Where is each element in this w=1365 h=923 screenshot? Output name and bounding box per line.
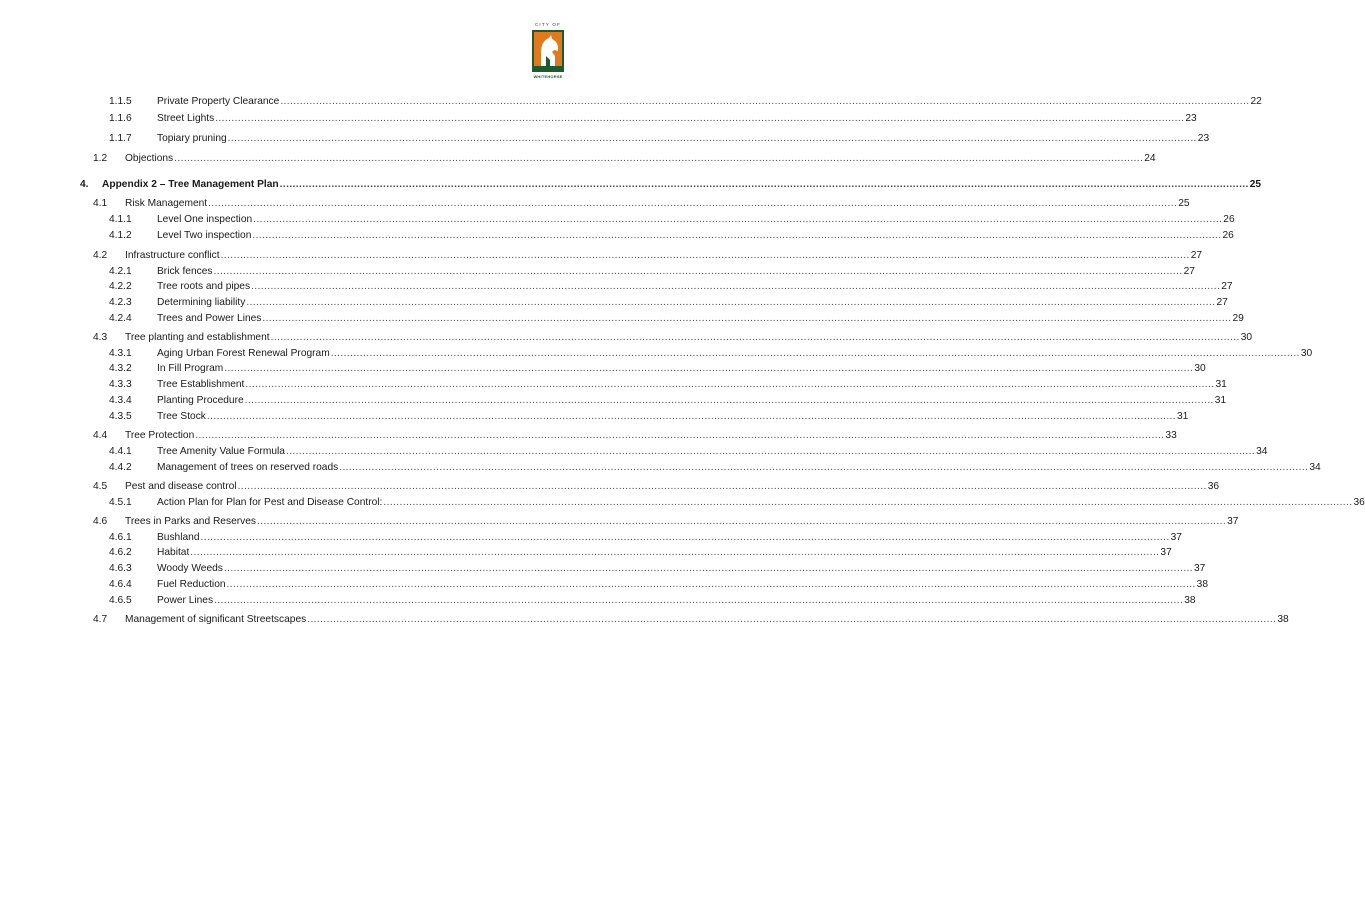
toc-entry[interactable] <box>0 279 1233 295</box>
toc-dot-leader: ............................................................................................................................................................................................................................................................................................................ <box>200 532 1170 543</box>
toc-entry-title: Risk Management <box>125 198 208 209</box>
toc-entry-number: 4.2.3 <box>109 297 132 308</box>
toc-dot-leader: ............................................................................................................................................................................................................................................................................................................ <box>220 250 1190 261</box>
toc-entry-page: 37 <box>1194 563 1206 574</box>
toc-dot-leader: ............................................................................................................................................................................................................................................................................................................ <box>195 430 1165 441</box>
toc-dot-leader: ............................................................................................................................................................................................................................................................................................................ <box>213 266 1183 277</box>
toc-entry-title: Trees in Parks and Reserves <box>125 516 256 527</box>
toc-entry-title: Level One inspection <box>157 214 253 225</box>
toc-entry-title: Tree Establishment <box>157 379 245 390</box>
toc-entry-number: 4.4.1 <box>109 446 132 457</box>
toc-entry-title: Brick fences <box>157 266 213 277</box>
toc-entry-number: 1.2 <box>93 153 108 164</box>
toc-entry[interactable] <box>0 479 1220 495</box>
toc-entry-line <box>157 212 1235 228</box>
toc-entry-line <box>157 311 1244 327</box>
toc-dot-leader: ............................................................................................................................................................................................................................................................................................................ <box>285 446 1256 457</box>
toc-entry[interactable] <box>0 151 1156 167</box>
toc-entry-number: 4.6.4 <box>109 579 132 590</box>
toc-entry-line <box>125 479 1220 495</box>
toc-entry-line <box>157 530 1182 546</box>
toc-entry-page: 37 <box>1170 532 1182 543</box>
toc-entry[interactable] <box>0 111 1197 127</box>
toc-entry-page: 38 <box>1184 595 1196 606</box>
horse-shield-icon <box>532 30 564 72</box>
toc-entry-number: 4.3.3 <box>109 379 132 390</box>
toc-entry-line <box>125 330 1253 346</box>
toc-entry-line <box>157 409 1189 425</box>
toc-entry[interactable] <box>0 561 1206 577</box>
toc-entry-title: Planting Procedure <box>157 395 244 406</box>
toc-entry-page: 27 <box>1216 297 1228 308</box>
toc-dot-leader: ............................................................................................................................................................................................................................................................................................................ <box>270 332 1240 343</box>
toc-entry-number: 4.5 <box>93 481 108 492</box>
logo-top-text: CITY OF <box>534 22 562 27</box>
toc-entry[interactable] <box>0 228 1234 244</box>
toc-entry[interactable] <box>0 593 1196 609</box>
toc-entry-page: 37 <box>1160 547 1172 558</box>
toc-dot-leader: ............................................................................................................................................................................................................................................................................................................ <box>246 297 1216 308</box>
toc-entry-line <box>157 561 1206 577</box>
toc-entry-page: 36 <box>1207 481 1220 492</box>
toc-dot-leader: ............................................................................................................................................................................................................................................................................................................ <box>252 230 1222 241</box>
city-logo <box>530 22 566 84</box>
toc-dot-leader: ............................................................................................................................................................................................................................................................................................................ <box>280 96 1250 107</box>
toc-entry[interactable] <box>0 460 1321 476</box>
toc-entry-title: In Fill Program <box>157 363 224 374</box>
toc-entry-number: 4.2 <box>93 250 108 261</box>
toc-entry-number: 1.1.7 <box>109 133 132 144</box>
toc-entry-line <box>125 151 1156 167</box>
toc-entry-page: 24 <box>1144 153 1156 164</box>
toc-entry-number: 4.6.1 <box>109 532 132 543</box>
toc-entry-line <box>157 393 1227 409</box>
toc-dot-leader: ............................................................................................................................................................................................................................................................................................................ <box>253 214 1223 225</box>
toc-dot-leader: ............................................................................................................................................................................................................................................................................................................ <box>262 313 1232 324</box>
toc-entry-line <box>157 377 1227 393</box>
toc-entry[interactable] <box>0 177 1262 193</box>
toc-entry[interactable] <box>0 444 1268 460</box>
toc-entry-number: 4.1.2 <box>109 230 132 241</box>
toc-entry-line <box>125 514 1239 530</box>
toc-entry-title: Objections <box>125 153 174 164</box>
toc-dot-leader: ............................................................................................................................................................................................................................................................................................................ <box>227 133 1197 144</box>
toc-entry-number: 4.7 <box>93 614 108 625</box>
toc-entry-page: 22 <box>1250 96 1262 107</box>
toc-entry[interactable] <box>0 409 1189 425</box>
toc-dot-leader: ............................................................................................................................................................................................................................................................................................................ <box>245 379 1215 390</box>
toc-entry-number: 4.3.1 <box>109 348 132 359</box>
toc-entry[interactable] <box>0 346 1313 362</box>
toc-entry[interactable] <box>0 212 1235 228</box>
toc-entry-page: 25 <box>1178 198 1190 209</box>
toc-entry-page: 26 <box>1222 230 1234 241</box>
toc-entry-number: 4.4 <box>93 430 108 441</box>
toc-entry-title: Bushland <box>157 532 200 543</box>
toc-entry-line <box>102 177 1262 193</box>
toc-entry-page: 23 <box>1185 113 1197 124</box>
toc-entry-page: 31 <box>1214 395 1227 406</box>
toc-entry-title: Topiary pruning <box>157 133 227 144</box>
toc-entry-page: 30 <box>1240 332 1253 343</box>
toc-dot-leader: ............................................................................................................................................................................................................................................................................................................ <box>244 395 1214 406</box>
toc-entry-page: 26 <box>1223 214 1235 225</box>
toc-entry[interactable] <box>0 311 1244 327</box>
toc-entry-line <box>157 460 1321 476</box>
toc-entry-number: 4.4.2 <box>109 462 132 473</box>
toc-entry[interactable] <box>0 577 1208 593</box>
toc-entry-number: 4.1.1 <box>109 214 132 225</box>
toc-dot-leader: ............................................................................................................................................................................................................................................................................................................ <box>208 198 1178 209</box>
toc-entry-line <box>157 264 1195 280</box>
toc-entry-title: Infrastructure conflict <box>125 250 220 261</box>
toc-entry-title: Appendix 2 – Tree Management Plan <box>102 179 279 190</box>
toc-entry-line <box>157 94 1262 110</box>
toc-entry-line <box>157 361 1206 377</box>
toc-entry[interactable] <box>0 295 1228 311</box>
toc-entry-title: Tree Protection <box>125 430 195 441</box>
toc-entry-number: 1.1.5 <box>109 96 132 107</box>
toc-entry-number: 4. <box>80 179 89 190</box>
toc-entry-page: 30 <box>1194 363 1206 374</box>
toc-entry[interactable] <box>0 495 1365 511</box>
toc-entry-number: 4.3.2 <box>109 363 132 374</box>
toc-entry-number: 4.2.1 <box>109 266 132 277</box>
toc-dot-leader: ............................................................................................................................................................................................................................................................................................................ <box>383 497 1353 508</box>
toc-dot-leader: ............................................................................................................................................................................................................................................................................................................ <box>190 547 1160 558</box>
toc-entry-number: 4.6.3 <box>109 563 132 574</box>
toc-entry-line <box>125 248 1203 264</box>
toc-entry[interactable] <box>0 361 1206 377</box>
toc-entry[interactable] <box>0 514 1239 530</box>
toc-entry-title: Tree Stock <box>157 411 206 422</box>
toc-dot-leader: ............................................................................................................................................................................................................................................................................................................ <box>206 411 1177 422</box>
toc-dot-leader: ............................................................................................................................................................................................................................................................................................................ <box>174 153 1144 164</box>
toc-entry-title: Woody Weeds <box>157 563 223 574</box>
toc-entry-title: Fuel Reduction <box>157 579 226 590</box>
toc-entry-title: Aging Urban Forest Renewal Program <box>157 348 330 359</box>
toc-entry-page: 36 <box>1353 497 1365 508</box>
toc-dot-leader: ............................................................................................................................................................................................................................................................................................................ <box>237 481 1207 492</box>
toc-entry[interactable] <box>0 545 1172 561</box>
toc-entry-page: 34 <box>1309 462 1321 473</box>
toc-entry[interactable] <box>0 377 1227 393</box>
toc-entry-title: Habitat <box>157 547 190 558</box>
toc-entry-line <box>157 279 1233 295</box>
toc-entry-number: 4.3 <box>93 332 108 343</box>
toc-entry-number: 1.1.6 <box>109 113 132 124</box>
toc-entry-line <box>157 577 1208 593</box>
toc-entry-title: Management of trees on reserved roads <box>157 462 339 473</box>
toc-dot-leader: ............................................................................................................................................................................................................................................................................................................ <box>226 579 1196 590</box>
toc-entry-page: 34 <box>1256 446 1268 457</box>
toc-entry-number: 4.6 <box>93 516 108 527</box>
toc-entry[interactable] <box>0 612 1289 628</box>
toc-entry-page: 38 <box>1196 579 1208 590</box>
toc-entry[interactable] <box>0 428 1177 444</box>
toc-entry[interactable] <box>0 393 1227 409</box>
toc-entry[interactable] <box>0 330 1253 346</box>
toc-entry-line <box>157 444 1268 460</box>
toc-entry-line <box>157 593 1196 609</box>
toc-entry-line <box>157 346 1313 362</box>
toc-entry-line <box>157 295 1228 311</box>
toc-entry-title: Power Lines <box>157 595 214 606</box>
logo-bottom-text: WHITEHORSE <box>533 74 563 79</box>
toc-entry-number: 4.3.4 <box>109 395 132 406</box>
toc-entry-line <box>157 545 1172 561</box>
toc-dot-leader: ............................................................................................................................................................................................................................................................................................................ <box>330 348 1300 359</box>
toc-entry-page: 30 <box>1300 348 1313 359</box>
toc-entry-line <box>125 428 1177 444</box>
toc-entry-number: 4.2.2 <box>109 281 132 292</box>
toc-entry[interactable] <box>0 264 1195 280</box>
toc-entry-title: Tree roots and pipes <box>157 281 251 292</box>
toc-entry-page: 27 <box>1221 281 1233 292</box>
toc-dot-leader: ............................................................................................................................................................................................................................................................................................................ <box>224 363 1194 374</box>
toc-entry-page: 31 <box>1215 379 1227 390</box>
toc-entry-page: 25 <box>1249 179 1262 190</box>
toc-entry-title: Tree planting and establishment <box>125 332 270 343</box>
toc-entry-line <box>125 196 1190 212</box>
toc-entry-line <box>157 495 1365 511</box>
toc-dot-leader: ............................................................................................................................................................................................................................................................................................................ <box>251 281 1221 292</box>
toc-entry-line <box>157 111 1197 127</box>
toc-entry-title: Tree Amenity Value Formula <box>157 446 285 457</box>
toc-dot-leader: ............................................................................................................................................................................................................................................................................................................ <box>223 563 1194 574</box>
toc-entry-page: 38 <box>1277 614 1289 625</box>
toc-entry-title: Private Property Clearance <box>157 96 280 107</box>
toc-entry[interactable] <box>0 530 1182 546</box>
toc-entry-number: 4.3.5 <box>109 411 132 422</box>
toc-dot-leader: ............................................................................................................................................................................................................................................................................................................ <box>256 516 1227 527</box>
toc-entry-title: Action Plan for Plan for Pest and Disease Control: <box>157 497 383 508</box>
toc-entry-number: 4.5.1 <box>109 497 132 508</box>
toc-entry-page: 37 <box>1227 516 1239 527</box>
toc-dot-leader: ............................................................................................................................................................................................................................................................................................................ <box>214 595 1184 606</box>
toc-entry-number: 4.2.4 <box>109 313 132 324</box>
toc-entry[interactable] <box>0 248 1203 264</box>
toc-entry-line <box>125 612 1289 628</box>
toc-entry-page: 27 <box>1190 250 1203 261</box>
toc-entry-page: 27 <box>1183 266 1195 277</box>
toc-entry-title: Management of significant Streetscapes <box>125 614 307 625</box>
toc-entry-title: Trees and Power Lines <box>157 313 262 324</box>
toc-entry[interactable] <box>0 196 1190 212</box>
toc-dot-leader: ............................................................................................................................................................................................................................................................................................................ <box>215 113 1185 124</box>
toc-entry-number: 4.1 <box>93 198 108 209</box>
toc-entry-title: Level Two inspection <box>157 230 252 241</box>
toc-entry-line <box>157 228 1234 244</box>
toc-entry-title: Pest and disease control <box>125 481 237 492</box>
toc-entry[interactable] <box>0 94 1262 110</box>
toc-entry-line <box>157 131 1210 147</box>
toc-entry-page: 33 <box>1165 430 1177 441</box>
toc-entry-title: Street Lights <box>157 113 215 124</box>
toc-entry[interactable] <box>0 131 1210 147</box>
toc-entry-page: 29 <box>1232 313 1244 324</box>
toc-dot-leader: ............................................................................................................................................................................................................................................................................................................ <box>339 462 1309 473</box>
toc-dot-leader: ............................................................................................................................................................................................................................................................................................................ <box>307 614 1277 625</box>
toc-entry-title: Determining liability <box>157 297 246 308</box>
toc-entry-number: 4.6.2 <box>109 547 132 558</box>
toc-entry-number: 4.6.5 <box>109 595 132 606</box>
toc-entry-page: 31 <box>1177 411 1189 422</box>
toc-dot-leader: ............................................................................................................................................................................................................................................................................................................ <box>279 179 1249 190</box>
toc-entry-page: 23 <box>1197 133 1210 144</box>
